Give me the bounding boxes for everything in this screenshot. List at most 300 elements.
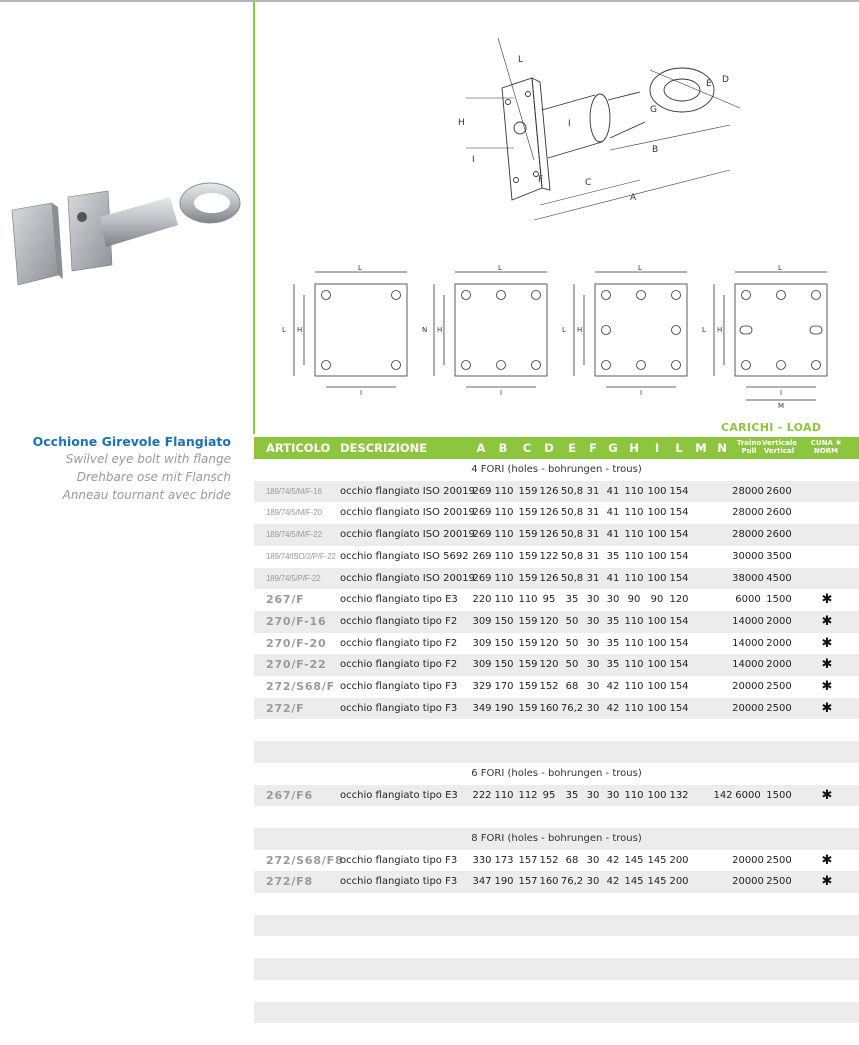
cell-G: 41 [606,572,620,584]
article-code: 270/F-16 [266,614,327,628]
description: occhio flangiato tipo F2 [340,615,458,627]
cell-pull: 6000 [735,789,761,801]
cell-D: 160 [539,876,559,888]
header-H: H [629,441,639,455]
empty-row [254,980,859,1002]
cell-D: 120 [539,637,559,649]
cell-I: 100 [647,615,667,627]
cell-pull: 28000 [732,529,764,541]
cell-H: 110 [624,615,644,627]
description: occhio flangiato tipo E3 [340,789,458,801]
cell-B: 190 [494,702,514,714]
table-header [254,437,859,459]
title-german: Drehbare ose mit Flansch [76,470,231,484]
cell-H: 110 [624,637,644,649]
cell-B: 170 [494,681,514,692]
cell-C: 159 [518,485,538,497]
cell-I: 100 [647,550,667,562]
cell-D: 126 [539,507,559,519]
iso-label-C: C [585,178,592,188]
iso-label-E: E [706,79,712,89]
cell-I: 100 [647,529,667,541]
cell-G: 35 [606,637,620,649]
cell-vert: 2000 [766,637,792,649]
cell-E: 50 [565,637,579,649]
table-row [254,568,859,590]
header-E: E [568,441,576,455]
cell-D: 120 [539,615,559,627]
cell-E: 50 [565,659,579,671]
cell-L: 154 [669,507,689,519]
article-code: 270/F-22 [266,658,327,672]
cell-N [712,502,734,524]
cell-L: 154 [669,572,689,584]
table-row [254,589,859,611]
svg-text:L: L [358,264,362,272]
description: occhio flangiato ISO 20019 [340,572,475,584]
header-A: A [476,441,486,455]
cell-G: 42 [606,702,620,714]
cell-F: 30 [586,854,600,866]
header-F: F [589,441,597,455]
cell-D: 152 [539,854,559,866]
cell-C: 159 [518,572,538,584]
cell-L: 154 [669,702,689,714]
svg-text:L: L [778,264,782,272]
table-row [254,676,859,698]
svg-text:L: L [638,264,642,272]
cell-M [691,654,709,676]
table-row [254,502,859,524]
cell-norm: ✱ [821,613,833,629]
cell-N [712,698,734,720]
flange-plan-8-holes [560,262,700,412]
empty-row [254,936,859,958]
cell-D: 95 [542,594,556,606]
svg-text:N: N [422,326,428,334]
cell-A: 220 [472,594,492,606]
cell-I: 145 [647,876,667,888]
table-row [254,871,859,893]
svg-text:H: H [577,326,583,334]
cell-A: 269 [472,529,492,541]
cell-A: 309 [472,615,492,627]
cell-pull: 6000 [735,594,761,606]
cell-N [712,676,734,698]
cell-D: 126 [539,529,559,541]
empty-row [254,1002,859,1024]
cell-D: 95 [542,789,556,801]
header-pull: Traino Pull [736,439,762,455]
iso-label-A: A [630,193,637,203]
header-N: N [717,441,727,455]
svg-text:H: H [717,326,723,334]
header-C: C [522,441,532,455]
cell-H: 110 [624,789,644,801]
cell-L: 154 [669,529,689,541]
cell-norm [812,481,842,503]
cell-N [712,871,734,893]
article-code: 272/F [266,701,305,715]
cell-N [712,546,734,568]
header-M: M [695,441,707,455]
header-G: G [608,441,618,455]
cell-I: 90 [650,594,664,606]
cell-N: 142 [713,789,733,801]
description: occhio flangiato tipo F3 [340,681,458,692]
group-label: 8 FORI (holes - bohrungen - trous) [254,828,859,850]
cell-pull: 20000 [732,854,764,866]
cell-E: 76,2 [560,702,584,714]
cell-norm [812,546,842,568]
cell-F: 30 [586,876,600,888]
header-D: D [544,441,554,455]
cell-F: 30 [586,702,600,714]
iso-label-D: D [722,75,729,85]
cell-norm: ✱ [821,700,833,716]
svg-text:I: I [360,389,363,397]
svg-text:L: L [702,326,706,334]
empty-row [254,915,859,937]
table-row [254,524,859,546]
cell-B: 110 [494,789,514,801]
iso-label-I: I [568,119,571,129]
svg-text:M: M [778,402,785,410]
cell-pull: 38000 [732,572,764,584]
svg-text:L: L [562,326,566,334]
cell-H: 110 [624,507,644,519]
empty-row [254,719,859,741]
cell-norm: ✱ [821,787,833,803]
product-title-block [33,433,231,504]
cell-I: 145 [647,854,667,866]
cell-C: 159 [518,702,538,714]
cell-I: 100 [647,572,667,584]
cell-pull: 14000 [732,615,764,627]
cell-L: 154 [669,550,689,562]
cell-norm: ✱ [821,679,833,694]
article-code: 272/S68/F8 [266,853,344,867]
svg-text:I: I [640,389,643,397]
cell-C: 159 [518,659,538,671]
cell-N [712,589,734,611]
cell-N [712,481,734,503]
article-code: 189/74/5/M/F-20 [266,508,322,518]
cell-E: 35 [565,789,579,801]
cell-A: 222 [472,789,492,801]
cell-C: 159 [518,615,538,627]
cell-I: 100 [647,659,667,671]
description: occhio flangiato tipo F2 [340,637,458,649]
svg-text:L: L [498,264,502,272]
cell-A: 269 [472,507,492,519]
cell-B: 110 [494,550,514,562]
cell-pull: 28000 [732,507,764,519]
cell-A: 269 [472,550,492,562]
cell-F: 30 [586,637,600,649]
header-articolo: ARTICOLO [266,441,331,455]
cell-norm [812,502,842,524]
cell-vert: 1500 [766,789,792,801]
cell-B: 110 [494,485,514,497]
svg-text:L: L [282,326,286,334]
cell-F: 31 [586,507,600,519]
iso-label-L: L [518,55,524,65]
cell-D: 122 [539,550,559,562]
cell-norm: ✱ [821,592,833,608]
cell-B: 110 [494,572,514,584]
cell-vert: 1500 [766,594,792,606]
cell-G: 41 [606,529,620,541]
article-code: 189/74/5/P/F-22 [266,573,321,583]
cell-vert: 2500 [766,876,792,888]
cell-H: 110 [624,702,644,714]
cell-G: 30 [606,789,620,801]
cell-H: 110 [624,659,644,671]
cell-vert: 2000 [766,659,792,671]
cell-M [691,481,709,503]
cell-N [712,568,734,590]
cell-G: 35 [606,659,620,671]
cell-F: 31 [586,572,600,584]
cell-F: 31 [586,550,600,562]
description: occhio flangiato tipo E3 [340,594,458,606]
article-code: 267/F6 [266,788,313,802]
cell-E: 50,8 [560,550,584,562]
svg-text:H: H [297,326,303,334]
iso-label-F: F [538,175,544,185]
iso-label-G: G [650,105,657,115]
article-code: 189/74/5/M/F-16 [266,486,322,496]
cell-E: 68 [565,854,579,866]
cell-D: 152 [539,681,559,692]
cell-E: 50,8 [560,529,584,541]
cell-N [712,850,734,872]
cell-M [691,568,709,590]
cell-D: 126 [539,572,559,584]
cell-M [691,676,709,698]
cell-L: 154 [669,637,689,649]
cell-L: 132 [669,789,689,801]
cell-B: 150 [494,637,514,649]
article-code: 189/74/5/M/F-22 [266,530,322,540]
table-row [254,546,859,568]
cell-H: 110 [624,550,644,562]
loads-label: CARICHI - LOAD [721,421,822,434]
cell-L: 200 [669,876,689,888]
cell-H: 110 [624,529,644,541]
header-norm: CUNA ✱ NORM [810,439,842,455]
article-code: 189/74/ISO/2/P/F-22 [266,551,336,561]
cell-G: 41 [606,485,620,497]
cell-norm: ✱ [821,657,833,673]
cell-L: 200 [669,854,689,866]
group-label: 4 FORI (holes - bohrungen - trous) [471,464,642,475]
group-label: 6 FORI (holes - bohrungen - trous) [471,767,642,779]
cell-L: 120 [669,594,689,606]
cell-L: 154 [669,659,689,671]
cell-I: 100 [647,789,667,801]
cell-I: 100 [647,637,667,649]
cell-E: 50,8 [560,572,584,584]
cell-E: 68 [565,681,579,692]
table-row [254,481,859,503]
cell-M [691,785,709,807]
cell-B: 110 [494,507,514,519]
empty-row [254,741,859,763]
cell-L: 154 [669,485,689,497]
cell-A: 309 [472,637,492,649]
product-photo [0,175,250,310]
empty-row [254,958,859,980]
cell-norm: ✱ [821,635,833,651]
cell-M [691,589,709,611]
description: occhio flangiato tipo F2 [340,659,458,671]
article-code: 272/F8 [266,875,313,889]
empty-row [254,1023,859,1045]
title-french: Anneau tournant avec bride [62,488,231,502]
cell-G: 42 [606,876,620,888]
description: occhio flangiato ISO 5692 [340,550,469,562]
cell-vert: 2000 [766,615,792,627]
cell-M [691,633,709,655]
cell-A: 309 [472,659,492,671]
description: occhio flangiato tipo F3 [340,854,458,866]
cell-pull: 14000 [732,659,764,671]
cell-F: 30 [586,681,600,692]
cell-C: 110 [518,594,538,606]
cell-vert: 2500 [766,702,792,714]
cell-M [691,850,709,872]
cell-A: 269 [472,572,492,584]
empty-row [254,806,859,828]
cell-E: 35 [565,594,579,606]
cell-G: 42 [606,854,620,866]
cell-A: 347 [472,876,492,888]
cell-L: 154 [669,681,689,692]
cell-pull: 30000 [732,550,764,562]
top-rule [0,0,859,2]
cell-M [691,698,709,720]
cell-C: 159 [518,637,538,649]
cell-F: 30 [586,789,600,801]
cell-A: 329 [472,681,492,692]
cell-I: 100 [647,485,667,497]
header-vertical: Verticale Vertical [762,439,797,455]
cell-L: 154 [669,615,689,627]
flange-plan-4-holes [280,262,420,412]
cell-A: 349 [472,702,492,714]
article-code: 272/S68/F [266,680,335,693]
header-I: I [654,441,660,455]
cell-F: 30 [586,659,600,671]
cell-E: 50 [565,615,579,627]
cell-B: 150 [494,615,514,627]
iso-label-I-left: I [472,155,475,165]
cell-pull: 14000 [732,637,764,649]
cell-C: 159 [518,507,538,519]
table-row [254,654,859,676]
cell-I: 100 [647,681,667,692]
cell-C: 159 [518,529,538,541]
cell-H: 110 [624,681,644,692]
article-code: 267/F [266,593,305,607]
flange-plan-6-holes [420,262,560,412]
cell-C: 159 [518,681,538,692]
iso-label-B: B [652,145,659,155]
cell-norm: ✱ [821,874,833,890]
cell-D: 120 [539,659,559,671]
cell-B: 173 [494,854,514,866]
title-italian: Occhione Girevole Flangiato [32,434,231,449]
cell-N [712,654,734,676]
cell-pull: 20000 [732,681,764,692]
cell-pull: 28000 [732,485,764,497]
cell-norm [812,568,842,590]
green-divider [253,2,255,434]
article-code: 270/F-20 [266,636,327,650]
svg-text:I: I [500,389,503,397]
cell-I: 100 [647,507,667,519]
cell-G: 35 [606,550,620,562]
description: occhio flangiato ISO 20019 [340,485,475,497]
cell-pull: 20000 [732,702,764,714]
cell-D: 160 [539,702,559,714]
cell-E: 76,2 [560,876,584,888]
description: occhio flangiato tipo F3 [340,876,458,888]
table-row [254,698,859,720]
cell-M [691,546,709,568]
cell-B: 190 [494,876,514,888]
svg-text:I: I [780,389,783,397]
cell-A: 330 [472,854,492,866]
table-row [254,633,859,655]
header-B: B [498,441,508,455]
cell-C: 157 [518,876,538,888]
cell-F: 31 [586,529,600,541]
cell-H: 110 [624,572,644,584]
cell-G: 41 [606,507,620,519]
cell-vert: 2500 [766,854,792,866]
cell-G: 30 [606,594,620,606]
cell-pull: 20000 [732,876,764,888]
cell-G: 35 [606,615,620,627]
cell-C: 157 [518,854,538,866]
cell-B: 110 [494,529,514,541]
cell-N [712,524,734,546]
cell-N [712,611,734,633]
cell-H: 110 [624,485,644,497]
header-descrizione: DESCRIZIONE [340,441,428,455]
cell-M [691,524,709,546]
description: occhio flangiato ISO 20019 [340,529,475,541]
cell-vert: 2600 [766,529,792,541]
cell-A: 269 [472,485,492,497]
iso-label-H: H [458,118,465,128]
description: occhio flangiato tipo F3 [340,702,458,714]
cell-I: 100 [647,702,667,714]
cell-vert: 3500 [766,550,792,562]
empty-row [254,893,859,915]
cell-C: 159 [518,550,538,562]
isometric-dimension-drawing [430,30,770,240]
cell-vert: 2500 [766,681,792,692]
cell-M [691,502,709,524]
table-row [254,611,859,633]
cell-M [691,611,709,633]
title-english: Swilvel eye bolt with flange [65,452,231,466]
cell-F: 31 [586,485,600,497]
